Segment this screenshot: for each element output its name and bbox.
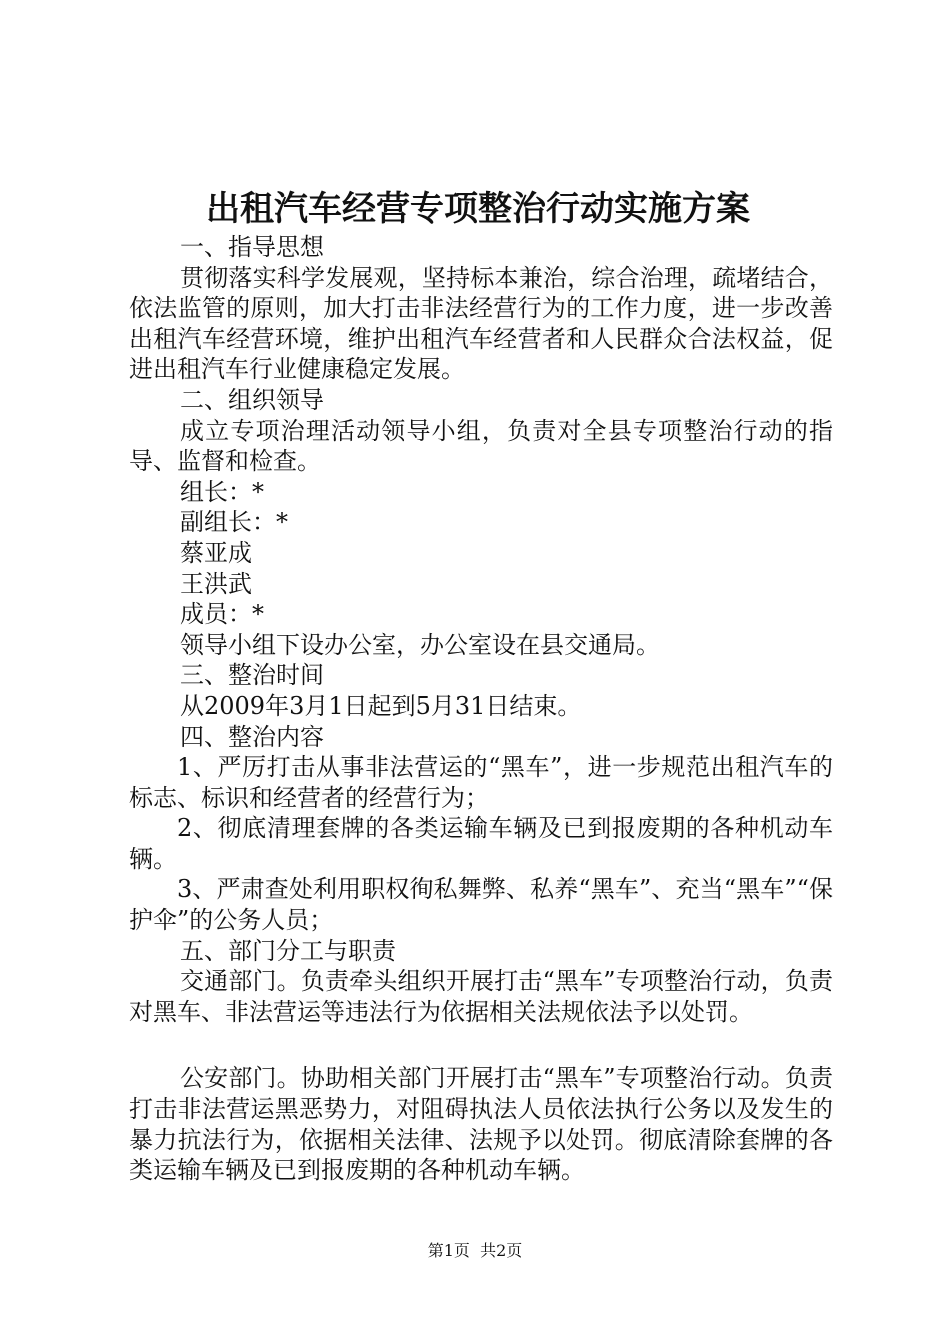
section-heading-content: 四、整治内容 xyxy=(180,722,324,751)
line-members: 成员：* xyxy=(180,600,264,629)
document-title: 出租汽车经营专项整治行动实施方案 xyxy=(206,189,750,229)
section-heading-organization: 二、组织领导 xyxy=(180,385,324,414)
blank-line xyxy=(129,1027,833,1063)
line-member-name: 王洪武 xyxy=(180,569,252,598)
paragraph-transport-dept: 交通部门。负责牵头组织开展打击“黑车”专项整治行动，负责对黑车、非法营运等违法行为依据相关法规依法予以处罚。 xyxy=(129,967,833,1026)
paragraph-time: 从2009年3月1日起到5月31日结束。 xyxy=(180,691,582,720)
section-heading-guiding-thought: 一、指导思想 xyxy=(180,233,324,261)
page-footer: 第1页 共2页 xyxy=(427,1241,523,1260)
line-deputy-leader: 副组长：* xyxy=(180,508,288,537)
line-group-leader: 组长：* xyxy=(180,477,264,506)
paragraph-guiding-thought: 贯彻落实科学发展观，坚持标本兼治，综合治理，疏堵结合，依法监管的原则，加大打击非法经营行为的工作力度，进一步改善出租汽车经营环境，维护出租汽车经营者和人民群众合法权益，促进出租汽车行业健康稳定发展。 xyxy=(129,263,833,384)
list-item-content-2: 2、彻底清理套牌的各类运输车辆及已到报废期的各种机动车辆。 xyxy=(129,814,833,873)
section-heading-time: 三、整治时间 xyxy=(180,661,324,690)
paragraph-office: 领导小组下设办公室，办公室设在县交通局。 xyxy=(180,630,660,659)
list-item-content-1: 1、严厉打击从事非法营运的“黑车”，进一步规范出租汽车的标志、标识和经营者的经营行为； xyxy=(129,753,833,812)
paragraph-organization: 成立专项治理活动领导小组，负责对全县专项整治行动的指导、监督和检查。 xyxy=(129,416,833,476)
line-member-name: 蔡亚成 xyxy=(180,538,252,567)
list-item-content-3: 3、严肃查处利用职权徇私舞弊、私养“黑车”、充当“黑车”“保护伞”的公务人员； xyxy=(129,875,833,935)
section-heading-duties: 五、部门分工与职责 xyxy=(180,936,396,965)
paragraph-police-dept: 公安部门。协助相关部门开展打击“黑车”专项整治行动。负责打击非法营运黑恶势力，对阻碍执法人员依法执行公务以及发生的暴力抗法行为，依据相关法律、法规予以处罚。彻底清除套牌的各类运输车辆及已到报废期的各种机动车辆。 xyxy=(129,1064,833,1185)
document-body xyxy=(129,186,833,1186)
